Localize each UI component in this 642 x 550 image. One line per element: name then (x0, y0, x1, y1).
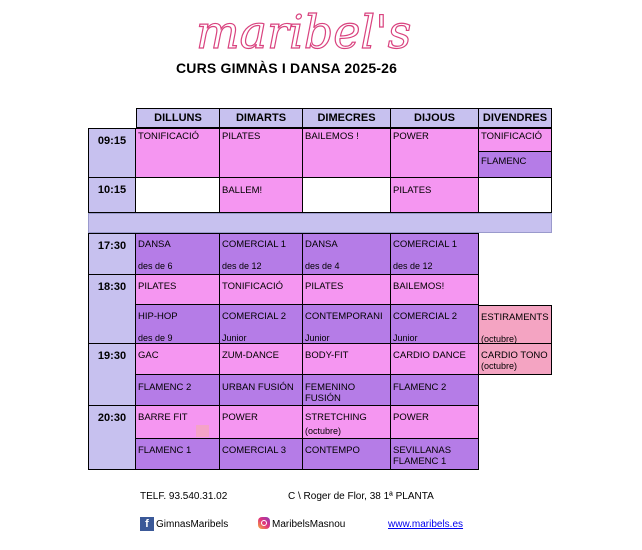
time-0915: 09:15 (88, 128, 136, 178)
schedule-separator (88, 213, 552, 233)
phone-number: TELF. 93.540.31.02 (140, 491, 228, 502)
time-1015: 10:15 (88, 178, 136, 213)
class-cell (391, 406, 479, 439)
day-header-wednesday: DIMECRES (303, 108, 391, 128)
class-cell: FLAMENC (479, 152, 552, 178)
class-cell: POWER (391, 128, 479, 178)
class-cell: COMERCIAL 3 (220, 439, 303, 470)
class-cell: ZUM-DANCE (220, 344, 303, 375)
class-name: SEVILLANAS (393, 445, 452, 456)
class-cell (136, 233, 220, 275)
class-name: COMERCIAL 1 (222, 239, 287, 250)
class-name: COMERCIAL 2 (393, 311, 458, 322)
class-name: BARRE FIT (138, 412, 188, 423)
class-note: Junior (393, 333, 418, 343)
class-cell: FLAMENC 1 (136, 439, 220, 470)
class-cell: CARDIO DANCE (391, 344, 479, 375)
class-cell (303, 305, 391, 344)
class-cell: URBAN FUSIÓN (220, 375, 303, 406)
class-cell (136, 305, 220, 344)
class-cell (391, 305, 479, 344)
class-cell: TONIFICACIÓ (220, 275, 303, 305)
class-cell (220, 233, 303, 275)
class-name: CONTEMPORANI (305, 311, 383, 322)
class-cell: BODY-FIT (303, 344, 391, 375)
page-title: CURS GIMNÀS I DANSA 2025-26 (176, 60, 398, 76)
class-name: HIP-HOP (138, 311, 178, 322)
time-1830: 18:30 (88, 275, 136, 344)
class-cell (220, 305, 303, 344)
class-cell: PILATES (303, 275, 391, 305)
class-note: (octubre) (305, 426, 342, 436)
class-name: DANSA (138, 239, 171, 250)
class-cell: PILATES (220, 128, 303, 178)
website-link[interactable]: www.maribels.es (388, 519, 464, 530)
class-note: des de 4 (305, 261, 340, 271)
class-cell: BAILEMOS ! (303, 128, 391, 178)
day-header-tuesday: DIMARTS (220, 108, 303, 128)
class-name: COMERCIAL 1 (393, 239, 458, 250)
day-header-friday: DIVENDRES (479, 108, 552, 128)
class-cell (303, 406, 391, 439)
class-name: DANSA (305, 239, 338, 250)
class-note: (octubre) (481, 334, 518, 344)
class-cell: FLAMENC 2 (136, 375, 220, 406)
class-cell: PILATES (391, 178, 479, 213)
class-cell (479, 344, 552, 375)
class-cell: FLAMENC 2 (391, 375, 479, 406)
class-name: CARDIO TONO (481, 350, 548, 361)
class-note: (octubre) (481, 361, 518, 371)
address: C \ Roger de Flor, 38 1ª PLANTA (288, 491, 434, 502)
class-name: ESTIRAMENTS (481, 312, 549, 323)
class-cell: BALLEM! (220, 178, 303, 213)
time-1930: 19:30 (88, 344, 136, 406)
class-cell: FEMENINO FUSIÓN (303, 375, 391, 406)
class-name: POWER (222, 412, 258, 423)
class-cell (479, 305, 552, 344)
class-cell (303, 233, 391, 275)
class-note: des de 6 (138, 261, 173, 271)
class-cell: TONIFICACIÓ (479, 128, 552, 152)
class-cell (391, 233, 479, 275)
class-cell: GAC (136, 344, 220, 375)
class-cell: TONIFICACIÓ (136, 128, 220, 178)
class-cell (303, 178, 391, 213)
time-1730: 17:30 (88, 233, 136, 275)
class-note: Junior (222, 333, 247, 343)
maribels-logo (196, 4, 466, 62)
class-cell (479, 178, 552, 213)
class-note: Junior (305, 333, 330, 343)
instagram-icon (258, 517, 270, 529)
highlight-mark (196, 425, 209, 437)
class-note: des de 12 (222, 261, 262, 271)
facebook-handle[interactable]: GimnasMaribels (156, 519, 229, 530)
class-cell: CONTEMPO (303, 439, 391, 470)
class-cell (220, 406, 303, 439)
class-cell: BAILEMOS! (391, 275, 479, 305)
class-note: des de 12 (393, 261, 433, 271)
class-name: FLAMENC 1 (393, 456, 447, 467)
class-cell: PILATES (136, 275, 220, 305)
class-cell (391, 439, 479, 470)
day-header-monday: DILLUNS (136, 108, 220, 128)
class-name: STRETCHING (305, 412, 367, 423)
time-2030: 20:30 (88, 406, 136, 470)
logo-text: maribel's (196, 5, 412, 59)
class-note: des de 9 (138, 333, 173, 343)
instagram-handle[interactable]: MaribelsMasnou (272, 519, 346, 530)
day-header-thursday: DIJOUS (391, 108, 479, 128)
class-name: COMERCIAL 2 (222, 311, 287, 322)
facebook-icon: f (140, 517, 154, 531)
class-cell (136, 178, 220, 213)
class-name: POWER (393, 412, 429, 423)
